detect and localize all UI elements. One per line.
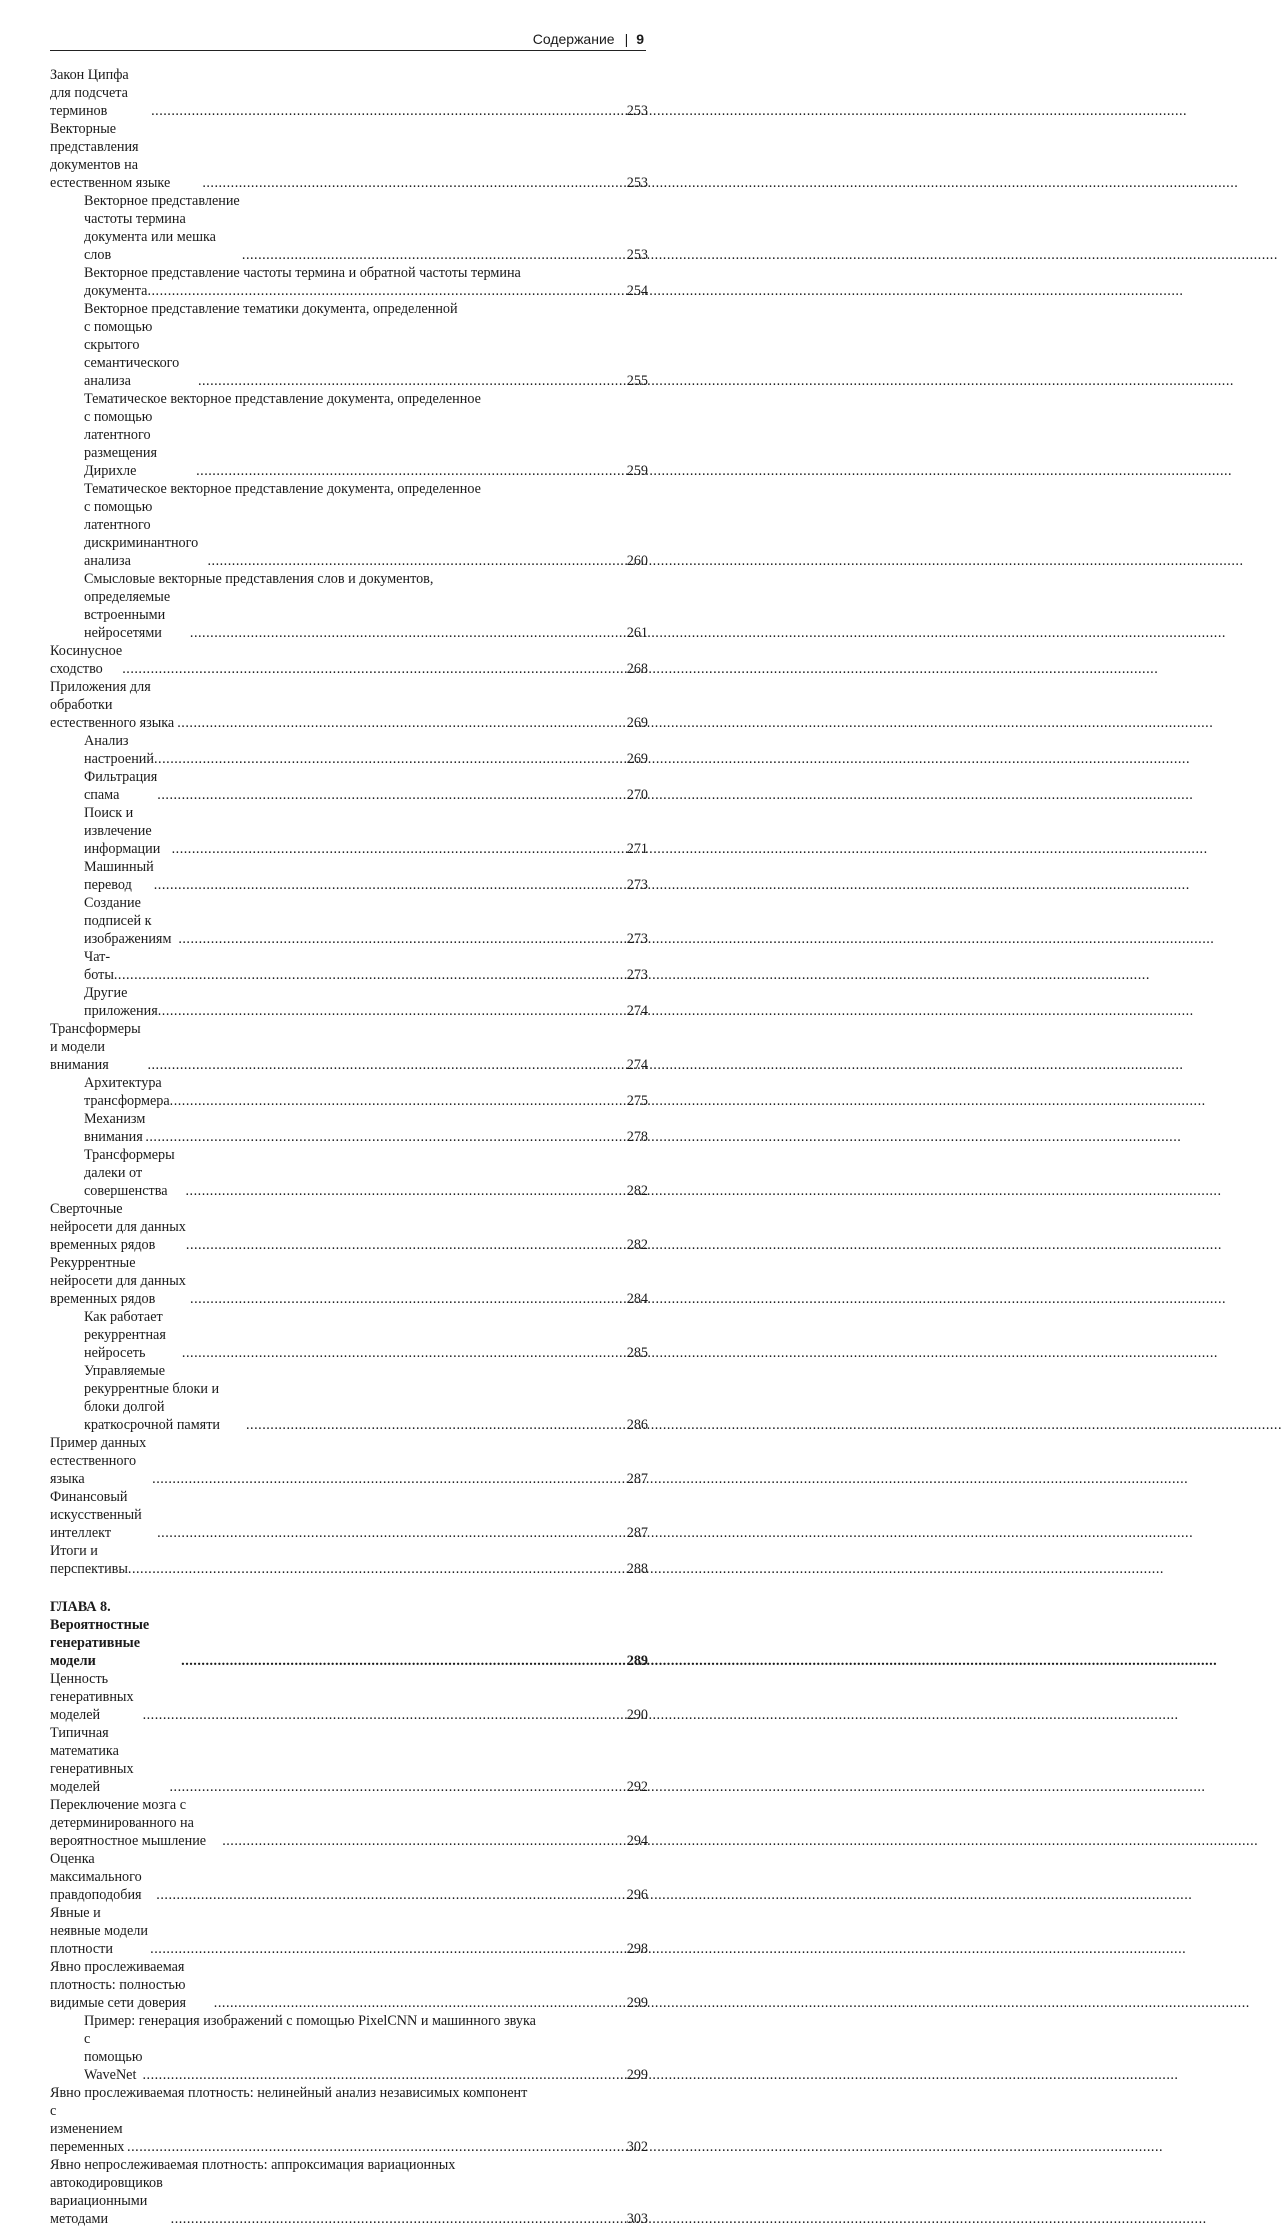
dot-leader [157, 786, 624, 804]
dot-leader [154, 750, 625, 768]
dot-leader [142, 2066, 624, 2084]
toc-subsection-entry[interactable] [84, 390, 648, 480]
toc-page-number: 288 [626, 1561, 648, 1577]
toc-entry-last-line [84, 498, 648, 570]
toc-page-number: 268 [626, 661, 648, 677]
toc-entry-title: Пример данных естественного языка [50, 1435, 147, 1487]
toc-entry-title: Явно прослеживаемая плотность: полностью видимые сети доверия [50, 1959, 187, 2011]
toc-entry-title: Анализ настроений [84, 733, 154, 767]
dot-leader [150, 1940, 625, 1958]
toc-entry-title: Чат-боты [84, 949, 114, 983]
dot-leader [246, 1416, 625, 1434]
toc-page-number: 296 [626, 1887, 648, 1903]
toc-subsection-entry[interactable] [84, 2012, 648, 2084]
toc-page-number: 287 [626, 1525, 648, 1541]
toc-page-number: 270 [626, 787, 648, 803]
toc-page-number: 292 [626, 1779, 648, 1795]
toc-page-number: 253 [626, 175, 648, 191]
toc-entry-last-line [84, 408, 648, 480]
toc-entry-title-line: Тематическое векторное представление документа, определенное [84, 391, 481, 407]
toc-section-entry[interactable] [50, 1796, 648, 1850]
dot-leader [186, 1236, 625, 1254]
dot-leader [169, 1778, 624, 1796]
header-section-title: Содержание [532, 31, 615, 47]
toc-page-number: 273 [626, 877, 648, 893]
toc-section-entry[interactable] [50, 678, 648, 732]
toc-entry-title: Приложения для обработки естественного языка [50, 679, 175, 731]
toc-page-number: 290 [626, 1707, 648, 1723]
dot-leader [156, 1886, 624, 1904]
toc-entry-title: Машинный перевод [84, 859, 154, 893]
dot-leader [128, 1560, 625, 1578]
toc-section-entry[interactable] [50, 2084, 648, 2156]
toc-page-number: 254 [626, 283, 648, 299]
toc-entry-title: Косинусное сходство [50, 643, 123, 677]
toc-entry-title-line: Явно непрослеживаемая плотность: аппроксимация вариационных [50, 2157, 456, 2173]
toc-entry-title: Финансовый искусственный интеллект [50, 1489, 142, 1541]
toc-page-number: 294 [626, 1833, 648, 1849]
toc-entry-title: Поиск и извлечение информации [84, 805, 161, 857]
toc-page-number: 284 [626, 1291, 648, 1307]
toc-entry-title: Механизм внимания [84, 1111, 146, 1145]
toc-subsection-entry[interactable] [84, 984, 648, 1020]
toc-section-entry[interactable] [50, 1434, 648, 1488]
dot-leader [178, 930, 624, 948]
dot-leader [154, 876, 625, 894]
toc-page-number: 274 [626, 1003, 648, 1019]
toc-page-number: 289 [626, 1653, 648, 1669]
dot-leader [122, 660, 624, 678]
toc-page-number: 273 [626, 931, 648, 947]
toc-section-entry[interactable] [50, 2156, 648, 2228]
toc-entry-title: Векторные представления документов на естественном языке [50, 121, 171, 191]
toc-page-number: 253 [626, 103, 648, 119]
dot-leader [158, 1002, 625, 1020]
toc-entry-title-line: Тематическое векторное представление документа, определенное [84, 481, 481, 497]
dot-leader [172, 840, 625, 858]
toc-section-entry[interactable] [50, 1724, 648, 1796]
toc-entry-title: Архитектура трансформера [84, 1075, 170, 1109]
toc-entry-title-line: документа [84, 283, 148, 299]
toc-entry-title: Трансформеры и модели внимания [50, 1021, 141, 1073]
toc-page-number: 303 [626, 2211, 648, 2227]
dot-leader [171, 2210, 625, 2228]
toc-section-entry[interactable] [50, 1904, 648, 1958]
dot-leader [207, 552, 624, 570]
toc-entry-title: Рекуррентные нейросети для данных временных рядов [50, 1255, 186, 1307]
dot-leader [182, 1344, 625, 1362]
dot-leader [198, 372, 625, 390]
toc-entry-title: Явные и неявные модели плотности [50, 1905, 148, 1957]
running-header [50, 30, 646, 51]
toc-entry-title: Типичная математика генеративных моделей [50, 1725, 134, 1795]
toc-page-number: 269 [626, 715, 648, 731]
toc-entry-title-line: с изменением переменных [50, 2103, 125, 2155]
dot-leader [157, 1524, 625, 1542]
dot-leader [186, 1182, 625, 1200]
toc-page-number: 253 [626, 247, 648, 263]
toc-page-number: 259 [626, 463, 648, 479]
toc-entry-title: Трансформеры далеки от совершенства [84, 1147, 175, 1199]
toc-page-number: 302 [626, 2139, 648, 2155]
toc-section-entry[interactable] [50, 642, 648, 678]
toc-subsection-entry[interactable] [84, 1146, 648, 1200]
toc-entry-last-line [84, 2030, 648, 2084]
dot-leader [143, 1706, 625, 1724]
toc-entry-title: Оценка максимального правдоподобия [50, 1851, 142, 1903]
toc-subsection-entry[interactable] [84, 732, 648, 768]
toc-subsection-entry[interactable] [84, 480, 648, 570]
toc-section-entry[interactable] [50, 66, 648, 120]
toc-entry-last-line [50, 2102, 648, 2156]
toc-entry-last-line [50, 2174, 648, 2228]
toc-page-number: 273 [626, 967, 648, 983]
header-separator: | [624, 31, 629, 47]
toc-entry-last-line [84, 282, 648, 300]
toc-entry-title-line: определяемые встроенными нейросетями [84, 589, 171, 641]
toc-entry-title: Фильтрация спама [84, 769, 158, 803]
toc-entry-last-line [84, 588, 648, 642]
toc-page-number: 255 [626, 373, 648, 389]
toc-section-entry[interactable] [50, 1254, 648, 1308]
header-content [533, 31, 644, 47]
toc-page-number: 282 [626, 1183, 648, 1199]
dot-leader [242, 246, 625, 264]
table-of-contents [50, 66, 648, 2228]
toc-entry-title: Переключение мозга с детерминированного на вероятностное мышление [50, 1797, 207, 1849]
toc-section-entry[interactable] [50, 1200, 648, 1254]
dot-leader [181, 1652, 625, 1670]
toc-subsection-entry[interactable] [84, 264, 648, 300]
dot-leader [222, 1832, 625, 1850]
toc-subsection-entry[interactable] [84, 570, 648, 642]
toc-subsection-entry[interactable] [84, 948, 648, 984]
toc-entry-title-line: Векторное представление тематики документа, определенной [84, 301, 458, 317]
toc-subsection-entry[interactable] [84, 858, 648, 894]
dot-leader [202, 174, 624, 192]
toc-entry-last-line [84, 318, 648, 390]
dot-leader [196, 462, 625, 480]
toc-page-number: 285 [626, 1345, 648, 1361]
toc-section-entry[interactable] [50, 1670, 648, 1724]
toc-chapter-entry[interactable] [50, 1598, 648, 1670]
toc-entry-title: Итоги и перспективы [50, 1543, 128, 1577]
toc-section-entry[interactable] [50, 120, 648, 192]
toc-entry-title-line: с помощью WaveNet [84, 2031, 143, 2083]
toc-subsection-entry[interactable] [84, 192, 648, 264]
toc-subsection-entry[interactable] [84, 894, 648, 948]
toc-entry-title: Другие приложения [84, 985, 158, 1019]
toc-page-number: 298 [626, 1941, 648, 1957]
toc-section-entry[interactable] [50, 1958, 648, 2012]
toc-section-entry[interactable] [50, 1850, 648, 1904]
toc-subsection-entry[interactable] [84, 300, 648, 390]
toc-page-number: 299 [626, 2067, 648, 2083]
toc-page-number: 274 [626, 1057, 648, 1073]
dot-leader [190, 1290, 625, 1308]
toc-subsection-entry[interactable] [84, 1074, 648, 1110]
toc-entry-title-line: автокодировщиков вариационными методами [50, 2175, 163, 2227]
dot-leader [127, 2138, 625, 2156]
toc-section-entry[interactable] [50, 1020, 648, 1074]
dot-leader [214, 1994, 625, 2012]
toc-page-number: 286 [626, 1417, 648, 1433]
toc-subsection-entry[interactable] [84, 1362, 648, 1434]
toc-entry-title: Закон Ципфа для подсчета терминов [50, 67, 129, 119]
header-page-number: 9 [636, 31, 644, 47]
toc-page-number: 275 [626, 1093, 648, 1109]
toc-page-number: 269 [626, 751, 648, 767]
toc-entry-title: Векторное представление частоты термина документа или мешка слов [84, 193, 240, 263]
toc-subsection-entry[interactable] [84, 804, 648, 858]
toc-page-number: 260 [626, 553, 648, 569]
toc-entry-title-line: с помощью скрытого семантического анализа [84, 319, 180, 389]
toc-page-number: 261 [626, 625, 648, 641]
toc-entry-title: ГЛАВА 8. Вероятностные генеративные модели [50, 1599, 150, 1669]
toc-page-number: 287 [626, 1471, 648, 1487]
toc-entry-title-line: с помощью латентного дискриминантного анализа [84, 499, 199, 569]
toc-entry-title: Сверточные нейросети для данных временных рядов [50, 1201, 186, 1253]
toc-subsection-entry[interactable] [84, 1110, 648, 1146]
toc-subsection-entry[interactable] [84, 768, 648, 804]
toc-page-number: 271 [626, 841, 648, 857]
dot-leader [147, 282, 624, 300]
toc-subsection-entry[interactable] [84, 1308, 648, 1362]
dot-leader [145, 1128, 624, 1146]
toc-page-number: 299 [626, 1995, 648, 2011]
toc-entry-title-line: Явно прослеживаемая плотность: нелинейный анализ независимых компонент [50, 2085, 528, 2101]
dot-leader [151, 102, 625, 120]
dot-leader [190, 624, 625, 642]
toc-entry-title-line: Пример: генерация изображений с помощью PixelCNN и машинного звука [84, 2013, 536, 2029]
toc-entry-title-line: Векторное представление частоты термина и обратной частоты термина [84, 265, 521, 281]
toc-entry-title-line: с помощью латентного размещения Дирихле [84, 409, 158, 479]
toc-section-entry[interactable] [50, 1488, 648, 1542]
toc-page-number: 282 [626, 1237, 648, 1253]
toc-entry-title: Создание подписей к изображениям [84, 895, 172, 947]
dot-leader [170, 1092, 625, 1110]
toc-entry-title: Ценность генеративных моделей [50, 1671, 134, 1723]
dot-leader [114, 966, 625, 984]
dot-leader [152, 1470, 625, 1488]
toc-entry-title: Управляемые рекуррентные блоки и блоки долгой краткосрочной памяти [84, 1363, 220, 1433]
toc-page-number: 278 [626, 1129, 648, 1145]
toc-entry-title: Как работает рекуррентная нейросеть [84, 1309, 166, 1361]
dot-leader [147, 1056, 624, 1074]
toc-section-entry[interactable] [50, 1542, 648, 1578]
toc-entry-title-line: Смысловые векторные представления слов и документов, [84, 571, 434, 587]
dot-leader [177, 714, 624, 732]
